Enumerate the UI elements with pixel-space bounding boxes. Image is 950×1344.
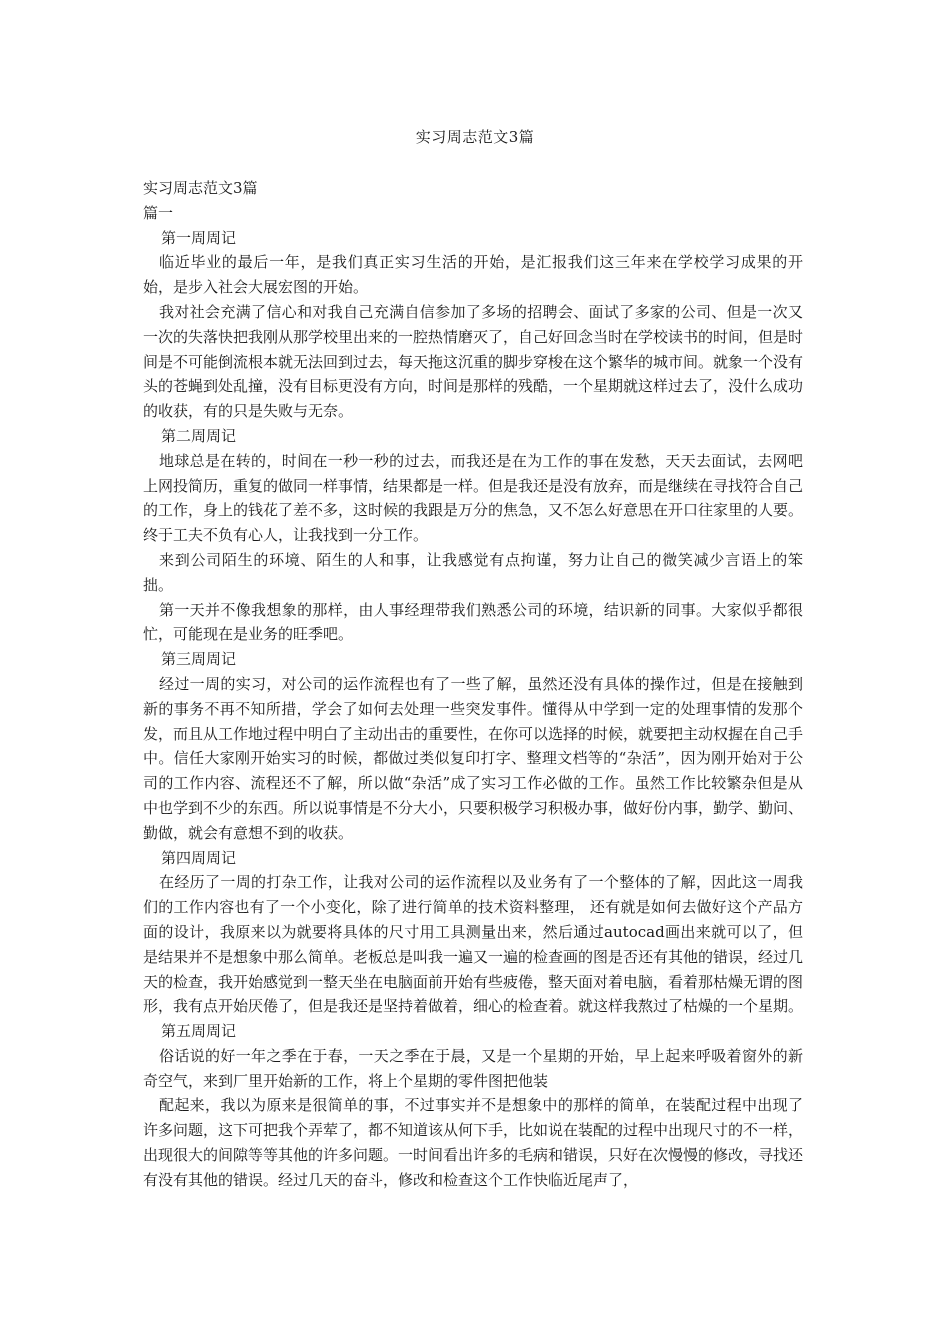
paragraph: 经过一周的实习，对公司的运作流程也有了一些了解，虽然还没有具体的操作过，但是在接触到新的事务不再不知所措，学会了如何去处理一些突发事件。懂得从中学到一定的处理事情的发那个发，而且从工作地过程中明白了主动出击的重要性，在你可以选择的时候，就要把主动权握在自己手中。信任大家刚开始实习的时候，都做过类似复印打字、整理文档等的“杂活”，因为刚开始对于公司的工作内容、流程还不了解，所以做“杂活”成了实习工作必做的工作。虽然工作比较繁杂但是从中也学到不少的东西。所以说事情是不分大小，只要积极学习积极办事，做好份内事，勤学、勤问、勤做，就会有意想不到的收获。 [143,674,804,842]
document-body [143,176,803,1193]
part-label: 篇一 [143,203,174,222]
week-heading: 第三周周记 [161,650,237,669]
paragraph: 来到公司陌生的环境、陌生的人和事，让我感觉有点拘谨，努力让自己的微笑减少言语上的笨拙。 [143,550,803,594]
week-heading: 第五周周记 [161,1022,237,1041]
paragraph: 俗话说的好一年之季在于春，一天之季在于晨，又是一个星期的开始，早上起来呼吸着窗外的新奇空气，来到厂里开始新的工作，将上个星期的零件图把他装 [143,1046,803,1090]
paragraph: 地球总是在转的，时间在一秒一秒的过去，而我还是在为工作的事在发愁，天天去面试，去网吧上网投简历，重复的做同一样事情，结果都是一样。但是我还是没有放弃，而是继续在寻找符合自己的工作，身上的钱花了差不多，这时候的我跟是万分的焦急，又不怎么好意思在开口往家里的人要。终于工夫不负有心人，让我找到一分工作。 [143,451,804,545]
page-header-title: 实习周志范文3篇 [415,128,535,146]
paragraph: 配起来，我以为原来是很简单的事，不过事实并不是想象中的那样的简单，在装配过程中出现了许多问题，这下可把我个弄荤了，都不知道该从何下手，比如说在装配的过程中出现尺寸的不一样，出现很大的间隙等等其他的许多问题。一时间看出许多的毛病和错误，只好在次慢慢的修改，寻找还有没有其他的错误。经过几天的奋斗，修改和检查这个工作快临近尾声了， [143,1096,804,1189]
week-heading: 第一周周记 [161,228,237,247]
week-heading: 第四周周记 [161,848,237,867]
paragraph: 在经历了一周的打杂工作，让我对公司的运作流程以及业务有了一个整体的了解，因此这一周我们的工作内容也有了一个小变化，除了进行简单的技术资料整理， 还有就是如何去做好这个产品方面的设计，我原来以为就要将具体的尺寸用工具测量出来，然后通过autocad画出来就可以了，但是结果并不是想象中那么简单。老板总是叫我一遍又一遍的检查画的图是否还有其他的错误，经过几天的检查，我开始感觉到一整天坐在电脑面前开始有些疲倦，整天面对着电脑，看着那枯燥无谓的图形，我有点开始厌倦了，但是我还是坚持着做着，细心的检查着。就这样我熬过了枯燥的一个星期。 [143,873,804,1016]
week-heading: 第二周周记 [161,426,237,445]
paragraph: 临近毕业的最后一年，是我们真正实习生活的开始，是汇报我们这三年来在学校学习成果的开始，是步入社会大展宏图的开始。 [143,253,803,297]
document-title: 实习周志范文3篇 [143,179,258,197]
paragraph: 第一天并不像我想象的那样，由人事经理带我们熟悉公司的环境，结识新的同事。大家似乎都很忙，可能现在是业务的旺季吧。 [143,600,803,644]
paragraph: 我对社会充满了信心和对我自己充满自信参加了多场的招聘会、面试了多家的公司、但是一次又一次的失落快把我刚从那学校里出来的一腔热情磨灭了，自己好回念当时在学校读书的时间，但是时间是不可能倒流根本就无法回到过去，每天拖这沉重的脚步穿梭在这个繁华的城市间。就象一个没有头的苍蝇到处乱撞，没有目标更没有方向，时间是那样的残酷，一个星期就这样过去了，没什么成功的收获，有的只是失败与无奈。 [143,302,804,421]
